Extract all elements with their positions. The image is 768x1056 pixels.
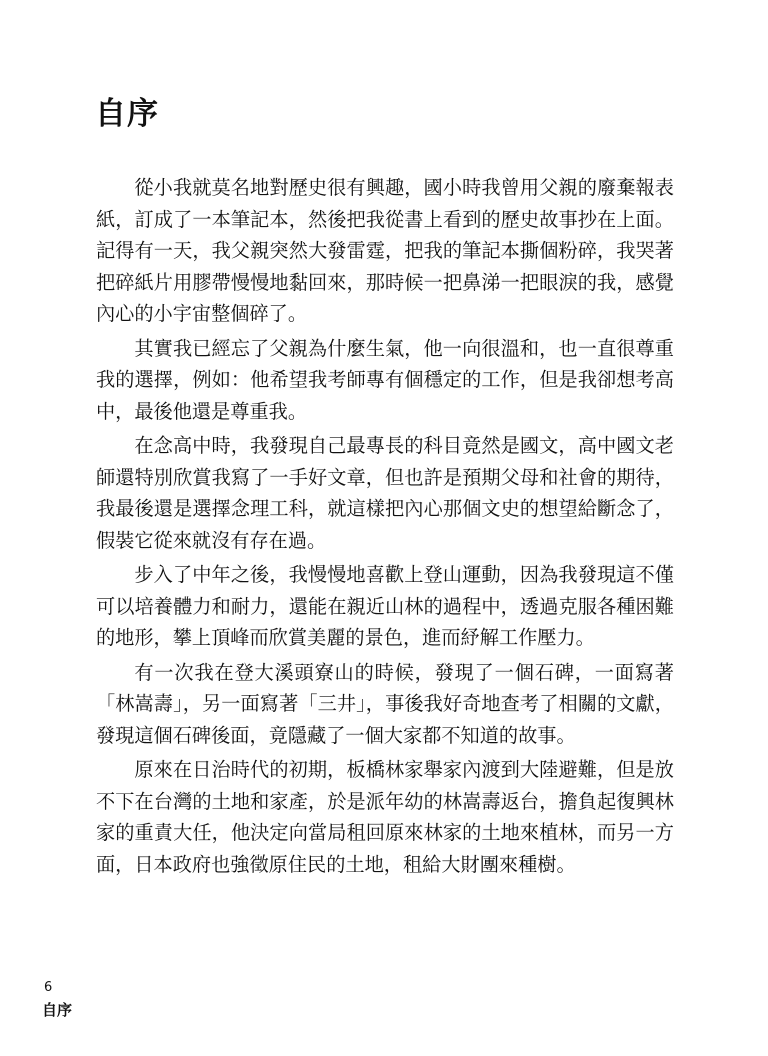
paragraph-3: 在念高中時，我發現自己最專長的科目竟然是國文，高中國文老師還特別欣賞我寫了一手好文章，但也許是預期父母和社會的期待，我最後還是選擇念理工科，就這樣把內心那個文史的想望給斷念了，假裝它從來就沒有存在過。 bbox=[96, 434, 674, 552]
paragraph-1: 從小我就莫名地對歷史很有興趣，國小時我曾用父親的廢棄報表紙，訂成了一本筆記本，然後把我從書上看到的歷史故事抄在上面。記得有一天，我父親突然大發雷霆，把我的筆記本撕個粉碎，我哭著把碎紙片用膠帶慢慢地黏回來，那時候一把鼻涕一把眼淚的我，感覺內心的小宇宙整個碎了。 bbox=[96, 176, 674, 325]
page-number: 6 bbox=[44, 980, 53, 995]
preface-body bbox=[96, 172, 674, 883]
paragraph-6: 原來在日治時代的初期，板橋林家舉家內渡到大陸避難，但是放不下在台灣的土地和家產，於是派年幼的林嵩壽返台，擔負起復興林家的重責大任，他決定向當局租回原來林家的土地來植林，而另一方面，日本政府也強徵原住民的土地，租給大財團來種樹。 bbox=[96, 758, 674, 876]
paragraph-4: 步入了中年之後，我慢慢地喜歡上登山運動，因為我發現這不僅可以培養體力和耐力，還能在親近山林的過程中，透過克服各種困難的地形，攀上頂峰而欣賞美麗的景色，進而紓解工作壓力。 bbox=[96, 563, 674, 649]
paragraph-5: 有一次我在登大溪頭寮山的時候，發現了一個石碑，一面寫著「林嵩壽」，另一面寫著「三井」，事後我好奇地查考了相關的文獻，發現這個石碑後面，竟隱藏了一個大家都不知道的故事。 bbox=[96, 660, 674, 747]
page-title: 自序 bbox=[95, 96, 159, 132]
footer-section-label: 自序 bbox=[42, 1001, 73, 1019]
paragraph-2: 其實我已經忘了父親為什麼生氣，他一向很溫和，也一直很尊重我的選擇，例如：他希望我考師專有個穩定的工作，但是我卻想考高中，最後他還是尊重我。 bbox=[96, 336, 674, 423]
